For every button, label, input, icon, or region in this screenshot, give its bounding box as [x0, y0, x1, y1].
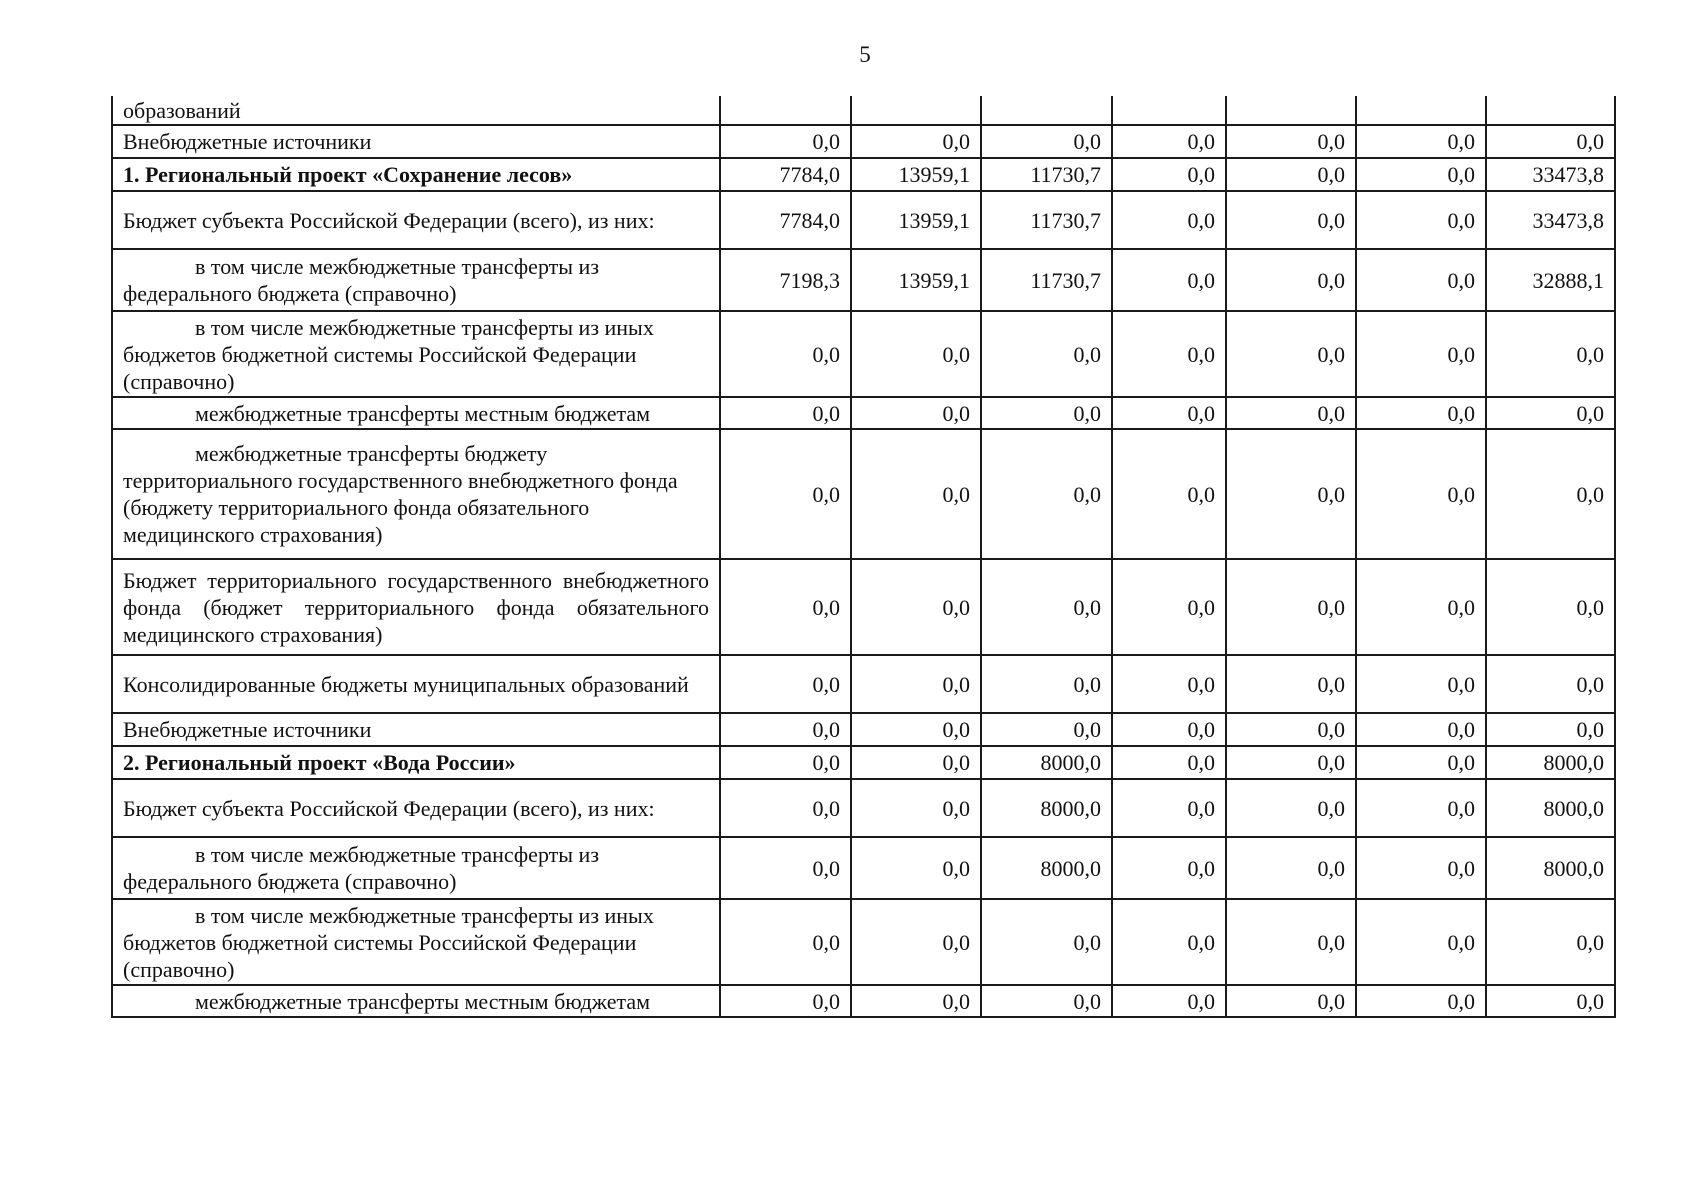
value-cell: 0,0: [720, 125, 851, 158]
row-label: Бюджет территориального государственного внебюджетного фонда (бюджет территориального фонда обязательного медицинского страхования): [112, 559, 720, 655]
value-cell: 11730,7: [981, 158, 1112, 191]
value-cell: 0,0: [981, 985, 1112, 1017]
value-cell: 0,0: [981, 713, 1112, 746]
value-cell: 0,0: [720, 837, 851, 899]
value-cell: 0,0: [1112, 429, 1226, 559]
row-label: Бюджет субъекта Российской Федерации (всего), из них:: [112, 779, 720, 837]
value-cell: 7784,0: [720, 191, 851, 249]
value-cell: 8000,0: [981, 746, 1112, 779]
value-cell: 0,0: [1356, 397, 1486, 429]
value-cell: 0,0: [1112, 713, 1226, 746]
page-number: 5: [859, 42, 871, 67]
value-cell: 0,0: [1112, 191, 1226, 249]
value-cell: 0,0: [1226, 249, 1356, 311]
budget-table: [111, 96, 1616, 1018]
value-cell: 0,0: [1112, 125, 1226, 158]
value-cell: 0,0: [981, 559, 1112, 655]
value-cell: 11730,7: [981, 191, 1112, 249]
value-cell: 0,0: [981, 125, 1112, 158]
row-label: Бюджет субъекта Российской Федерации (всего), из них:: [112, 191, 720, 249]
table-row: [112, 985, 1615, 1017]
row-label: межбюджетные трансферты местным бюджетам: [112, 397, 720, 429]
value-cell: 0,0: [1226, 125, 1356, 158]
value-cell: 0,0: [1226, 559, 1356, 655]
value-cell: 8000,0: [981, 779, 1112, 837]
value-cell: 0,0: [1356, 191, 1486, 249]
value-cell: 0,0: [1486, 429, 1615, 559]
table-row: [112, 746, 1615, 779]
value-cell: 0,0: [1112, 397, 1226, 429]
value-cell: [1356, 96, 1486, 125]
value-cell: 7198,3: [720, 249, 851, 311]
value-cell: 0,0: [851, 125, 981, 158]
value-cell: 0,0: [851, 311, 981, 397]
table-row: [112, 311, 1615, 397]
value-cell: [981, 96, 1112, 125]
value-cell: 0,0: [1226, 713, 1356, 746]
value-cell: 0,0: [1356, 249, 1486, 311]
row-label: в том числе межбюджетные трансферты из иных бюджетов бюджетной системы Российской Федерации (справочно): [112, 899, 720, 985]
value-cell: 0,0: [720, 899, 851, 985]
value-cell: 0,0: [1356, 779, 1486, 837]
value-cell: 0,0: [1356, 311, 1486, 397]
value-cell: 0,0: [1486, 125, 1615, 158]
value-cell: 13959,1: [851, 191, 981, 249]
project-heading: 1. Региональный проект «Сохранение лесов»: [112, 158, 720, 191]
value-cell: 8000,0: [1486, 779, 1615, 837]
value-cell: 0,0: [1356, 559, 1486, 655]
row-label: Внебюджетные источники: [112, 713, 720, 746]
value-cell: 0,0: [851, 837, 981, 899]
value-cell: 0,0: [1226, 655, 1356, 713]
value-cell: 0,0: [1356, 655, 1486, 713]
value-cell: 8000,0: [981, 837, 1112, 899]
value-cell: 0,0: [1112, 746, 1226, 779]
value-cell: 0,0: [851, 746, 981, 779]
value-cell: 0,0: [720, 713, 851, 746]
table-row: [112, 429, 1615, 559]
value-cell: 13959,1: [851, 249, 981, 311]
value-cell: 0,0: [1226, 746, 1356, 779]
value-cell: 0,0: [1486, 311, 1615, 397]
value-cell: 0,0: [1226, 779, 1356, 837]
value-cell: 0,0: [1226, 191, 1356, 249]
value-cell: 0,0: [1112, 158, 1226, 191]
value-cell: 11730,7: [981, 249, 1112, 311]
value-cell: 0,0: [1486, 397, 1615, 429]
value-cell: [720, 96, 851, 125]
table-row: [112, 655, 1615, 713]
row-label: образований: [112, 96, 720, 125]
value-cell: 0,0: [720, 655, 851, 713]
table-row: [112, 191, 1615, 249]
table-row: [112, 158, 1615, 191]
row-label: межбюджетные трансферты бюджету территориального государственного внебюджетного фонда (бюджету территориального фонда обязательного медицинского страхования): [112, 429, 720, 559]
value-cell: 0,0: [1226, 985, 1356, 1017]
value-cell: 0,0: [1226, 837, 1356, 899]
value-cell: 33473,8: [1486, 158, 1615, 191]
value-cell: 0,0: [1226, 311, 1356, 397]
row-label: Консолидированные бюджеты муниципальных образований: [112, 655, 720, 713]
value-cell: 0,0: [1486, 713, 1615, 746]
value-cell: 0,0: [851, 713, 981, 746]
value-cell: 0,0: [720, 779, 851, 837]
table-row: [112, 713, 1615, 746]
value-cell: 0,0: [1486, 655, 1615, 713]
value-cell: [1112, 96, 1226, 125]
value-cell: 0,0: [1356, 746, 1486, 779]
value-cell: 0,0: [1112, 985, 1226, 1017]
table-row: [112, 899, 1615, 985]
value-cell: 0,0: [1226, 429, 1356, 559]
value-cell: 0,0: [1226, 158, 1356, 191]
value-cell: 0,0: [1356, 837, 1486, 899]
value-cell: 0,0: [1356, 158, 1486, 191]
value-cell: 0,0: [981, 397, 1112, 429]
value-cell: 0,0: [981, 899, 1112, 985]
value-cell: 0,0: [720, 397, 851, 429]
value-cell: 0,0: [720, 311, 851, 397]
value-cell: 0,0: [851, 655, 981, 713]
value-cell: 0,0: [851, 397, 981, 429]
table-row: [112, 779, 1615, 837]
value-cell: 0,0: [1112, 837, 1226, 899]
value-cell: 7784,0: [720, 158, 851, 191]
value-cell: 32888,1: [1486, 249, 1615, 311]
table-row: [112, 559, 1615, 655]
value-cell: 0,0: [1226, 899, 1356, 985]
value-cell: 0,0: [1356, 985, 1486, 1017]
table-row: [112, 837, 1615, 899]
value-cell: 0,0: [1356, 429, 1486, 559]
value-cell: 0,0: [1112, 899, 1226, 985]
value-cell: 0,0: [851, 779, 981, 837]
value-cell: 0,0: [851, 429, 981, 559]
project-heading: 2. Региональный проект «Вода России»: [112, 746, 720, 779]
value-cell: 0,0: [720, 559, 851, 655]
value-cell: 0,0: [851, 985, 981, 1017]
value-cell: 0,0: [1356, 713, 1486, 746]
value-cell: 13959,1: [851, 158, 981, 191]
value-cell: 0,0: [720, 985, 851, 1017]
row-label: межбюджетные трансферты местным бюджетам: [112, 985, 720, 1017]
value-cell: [1226, 96, 1356, 125]
value-cell: 0,0: [1112, 655, 1226, 713]
row-label: в том числе межбюджетные трансферты из федерального бюджета (справочно): [112, 249, 720, 311]
value-cell: 33473,8: [1486, 191, 1615, 249]
table-row: [112, 397, 1615, 429]
table-row: [112, 125, 1615, 158]
value-cell: [1486, 96, 1615, 125]
row-label: в том числе межбюджетные трансферты из федерального бюджета (справочно): [112, 837, 720, 899]
value-cell: 0,0: [1486, 559, 1615, 655]
value-cell: 0,0: [1112, 311, 1226, 397]
value-cell: 0,0: [851, 899, 981, 985]
table-row: [112, 96, 1615, 125]
value-cell: 0,0: [1486, 985, 1615, 1017]
table-row: [112, 249, 1615, 311]
value-cell: [851, 96, 981, 125]
value-cell: 0,0: [1112, 249, 1226, 311]
value-cell: 0,0: [1356, 899, 1486, 985]
value-cell: 8000,0: [1486, 837, 1615, 899]
value-cell: 0,0: [851, 559, 981, 655]
value-cell: 0,0: [1112, 559, 1226, 655]
value-cell: 8000,0: [1486, 746, 1615, 779]
row-label: Внебюджетные источники: [112, 125, 720, 158]
value-cell: 0,0: [1356, 125, 1486, 158]
value-cell: 0,0: [720, 429, 851, 559]
value-cell: 0,0: [981, 655, 1112, 713]
value-cell: 0,0: [981, 429, 1112, 559]
value-cell: 0,0: [720, 746, 851, 779]
value-cell: 0,0: [1486, 899, 1615, 985]
row-label: в том числе межбюджетные трансферты из иных бюджетов бюджетной системы Российской Федерации (справочно): [112, 311, 720, 397]
value-cell: 0,0: [1112, 779, 1226, 837]
value-cell: 0,0: [1226, 397, 1356, 429]
value-cell: 0,0: [981, 311, 1112, 397]
